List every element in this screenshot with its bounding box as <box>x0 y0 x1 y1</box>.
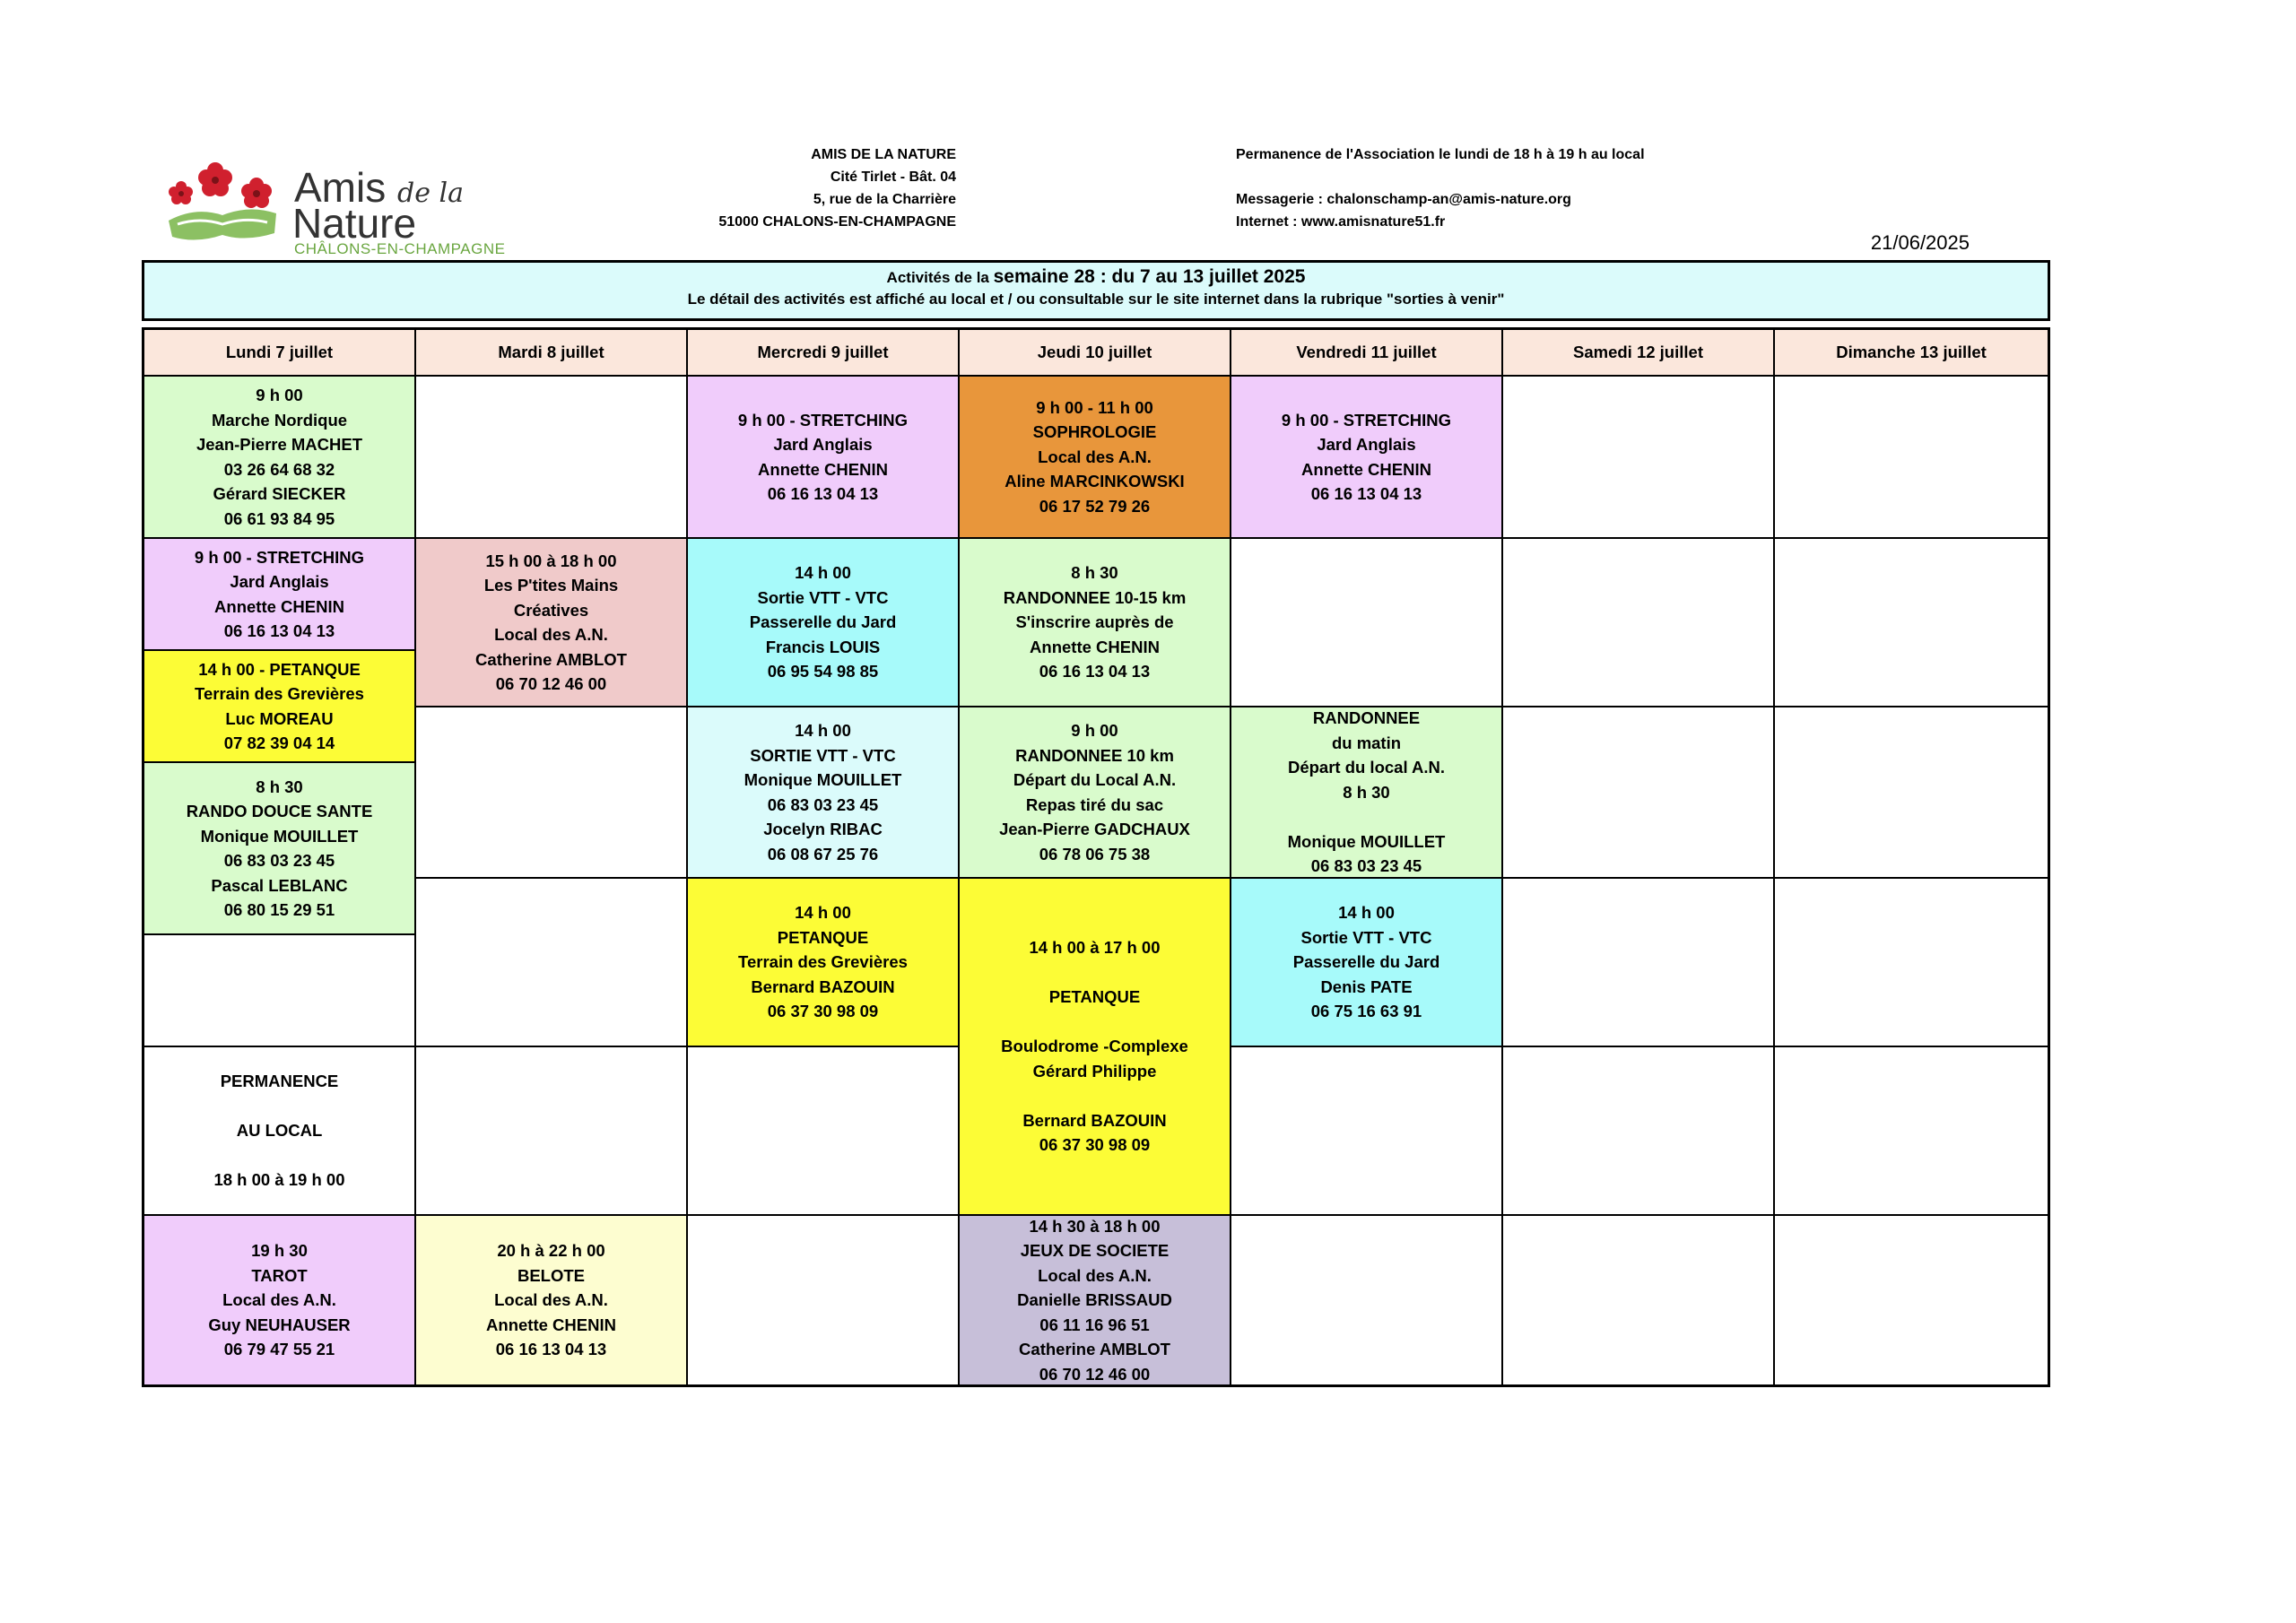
activity-cell <box>688 539 960 707</box>
activity-line: S'inscrire auprès de <box>1015 612 1174 632</box>
activity-line: Jard Anglais <box>773 435 873 454</box>
flower-hands-icon <box>160 151 294 258</box>
activity-cell <box>960 539 1231 707</box>
activity-cell <box>1231 879 1503 1047</box>
activity-line: Gérard SIECKER <box>213 484 346 503</box>
empty-cell <box>1503 1047 1775 1216</box>
activity-line: Local des A.N. <box>1038 1265 1152 1285</box>
address-line: 51000 CHALONS-EN-CHAMPAGNE <box>718 214 956 230</box>
activity-line: Passerelle du Jard <box>749 612 897 632</box>
activity-line: Luc MOREAU <box>225 708 334 728</box>
activity-line: Gérard Philippe <box>1032 1061 1157 1081</box>
activity-cell <box>416 1216 688 1384</box>
activity-line: 06 79 47 55 21 <box>223 1340 335 1359</box>
activity-line: Francis LOUIS <box>765 637 881 656</box>
activity-line: 9 h 00 - STRETCHING <box>194 547 365 567</box>
activity-line: 14 h 00 <box>795 563 851 583</box>
activity-line: 03 26 64 68 32 <box>223 459 335 479</box>
activity-line: Annette CHENIN <box>758 459 888 479</box>
activity-line: Départ du local A.N. <box>1287 758 1446 777</box>
activity-cell <box>144 651 416 763</box>
activity-line: Passerelle du Jard <box>1292 952 1440 972</box>
activity-line: 9 h 00 <box>1071 721 1118 740</box>
activity-line: 8 h 30 <box>1071 563 1118 583</box>
empty-cell <box>1775 377 2048 539</box>
logo-amis: Amis de la <box>294 164 464 211</box>
activity-cell <box>688 879 960 1047</box>
activity-line: 18 h 00 à 19 h 00 <box>213 1170 345 1190</box>
activity-line: Monique MOUILLET <box>1287 831 1446 851</box>
activity-line: JEUX DE SOCIETE <box>1020 1241 1170 1261</box>
activity-line: Créatives <box>513 600 589 620</box>
banner-subtitle: Le détail des activités est affiché au local et / ou consultable sur le site internet dans la rubrique "sorties à venir" <box>687 291 1505 308</box>
activity-line: 19 h 30 <box>251 1241 308 1261</box>
activity-cell <box>960 707 1231 879</box>
day-header: Samedi 12 juillet <box>1503 330 1775 377</box>
activity-cell <box>416 539 688 707</box>
activity-line: 9 h 00 - STRETCHING <box>737 410 909 430</box>
activity-line: Danielle BRISSAUD <box>1017 1290 1172 1310</box>
activity-line: 06 70 12 46 00 <box>1039 1364 1151 1384</box>
activity-line: 14 h 00 à 17 h 00 <box>1029 938 1161 958</box>
activity-line: Guy NEUHAUSER <box>208 1315 351 1334</box>
activity-line: 06 17 52 79 26 <box>1039 496 1151 516</box>
activity-cell <box>144 1047 416 1216</box>
activity-line: Annette CHENIN <box>214 596 344 616</box>
day-header: Vendredi 11 juillet <box>1231 330 1503 377</box>
logo-city: CHÂLONS-EN-CHAMPAGNE <box>294 240 506 257</box>
activity-line: Local des A.N. <box>494 1290 608 1310</box>
empty-cell <box>1775 1047 2048 1216</box>
activity-line: 9 h 00 - 11 h 00 <box>1036 397 1153 417</box>
empty-cell <box>1503 707 1775 879</box>
empty-cell <box>416 879 688 1047</box>
email-text: Messagerie : chalonschamp-an@amis-nature.org <box>1236 192 1571 207</box>
activity-line: 8 h 30 <box>1343 782 1390 802</box>
activity-line: 06 95 54 98 85 <box>767 662 879 681</box>
activity-line: PETANQUE <box>1048 987 1141 1007</box>
activity-line: Bernard BAZOUIN <box>751 976 895 996</box>
activity-line: 06 83 03 23 45 <box>223 851 335 870</box>
activity-line: 06 61 93 84 95 <box>223 508 335 528</box>
day-header: Mardi 8 juillet <box>416 330 688 377</box>
activity-cell <box>1231 377 1503 539</box>
activity-line: Denis PATE <box>1320 976 1413 996</box>
activity-line: Annette CHENIN <box>1301 459 1431 479</box>
permanence-text: Permanence de l'Association le lundi de 18 h à 19 h au local <box>1236 147 1645 162</box>
activity-line: PERMANENCE <box>220 1072 339 1091</box>
activity-line: Annette CHENIN <box>486 1315 616 1334</box>
activity-line: 06 37 30 98 09 <box>767 1002 879 1021</box>
activity-line: Boulodrome -Complexe <box>1001 1037 1188 1056</box>
day-header: Jeudi 10 juillet <box>960 330 1231 377</box>
activity-line: RANDONNEE 10 km <box>1015 745 1174 765</box>
activity-line: 8 h 30 <box>256 777 303 796</box>
activity-line: PETANQUE <box>777 927 869 947</box>
association-logo <box>160 151 554 258</box>
activity-cell <box>688 707 960 879</box>
activity-cell <box>960 377 1231 539</box>
empty-cell <box>688 1047 960 1216</box>
activity-line: 14 h 00 <box>795 903 851 923</box>
activity-line: Local des A.N. <box>222 1290 336 1310</box>
empty-cell <box>1503 1216 1775 1384</box>
activity-line: Jocelyn RIBAC <box>763 820 883 838</box>
activity-line: 07 82 39 04 14 <box>223 733 335 752</box>
activity-line: Repas tiré du sac <box>1025 794 1164 814</box>
empty-cell <box>416 377 688 539</box>
empty-cell <box>416 707 688 879</box>
activity-line: 14 h 30 à 18 h 00 <box>1029 1216 1161 1236</box>
activity-line: 06 16 13 04 13 <box>1039 662 1151 681</box>
activity-line: RANDO DOUCE SANTE <box>186 802 373 820</box>
activity-line: SORTIE VTT - VTC <box>750 745 896 765</box>
address-block <box>628 143 956 233</box>
activity-line: Local des A.N. <box>494 625 608 644</box>
empty-cell <box>1503 377 1775 539</box>
empty-cell <box>1775 539 2048 707</box>
activity-cell <box>144 539 416 651</box>
activity-cell <box>144 377 416 539</box>
activity-line: 9 h 00 <box>256 386 303 404</box>
banner-title: Activités de la semaine 28 : du 7 au 13 juillet 2025 <box>886 266 1306 287</box>
activity-line: Jean-Pierre MACHET <box>196 435 363 454</box>
address-line: Cité Tirlet - Bât. 04 <box>830 169 956 185</box>
empty-cell <box>144 935 416 1047</box>
document-date: 21/06/2025 <box>1870 231 1970 254</box>
activity-line: SOPHROLOGIE <box>1032 422 1157 442</box>
activity-line: Sortie VTT - VTC <box>757 587 889 607</box>
empty-cell <box>416 1047 688 1216</box>
activity-line: Bernard BAZOUIN <box>1022 1110 1167 1130</box>
activity-line: 06 16 13 04 13 <box>1310 484 1422 503</box>
activity-line: Jean-Pierre GADCHAUX <box>999 820 1190 838</box>
activity-line: 06 16 13 04 13 <box>495 1340 607 1359</box>
activity-line: 14 h 00 - PETANQUE <box>198 659 361 679</box>
activity-line: Marche Nordique <box>211 410 348 430</box>
schedule-grid <box>142 327 2050 1387</box>
activity-line: 06 83 03 23 45 <box>767 794 879 814</box>
activity-cell <box>144 763 416 935</box>
activity-line: 15 h 00 à 18 h 00 <box>485 551 617 570</box>
logo-nature: Nature <box>292 200 417 247</box>
activity-line: Catherine AMBLOT <box>1019 1340 1170 1359</box>
info-block <box>1236 143 1864 233</box>
activity-line: AU LOCAL <box>236 1121 323 1141</box>
activity-line: BELOTE <box>517 1265 586 1285</box>
activity-line: 20 h à 22 h 00 <box>497 1241 605 1261</box>
activity-line: 06 11 16 96 51 <box>1039 1315 1150 1334</box>
activity-line: Jard Anglais <box>1317 435 1416 454</box>
activity-line: 14 h 00 <box>795 721 851 740</box>
empty-cell <box>1503 879 1775 1047</box>
activity-cell <box>1231 707 1503 879</box>
activity-line: RANDONNEE <box>1312 708 1421 728</box>
address-line: 5, rue de la Charrière <box>813 192 956 207</box>
activity-line: 9 h 00 - STRETCHING <box>1281 410 1452 430</box>
activity-cell <box>144 1216 416 1384</box>
activity-line: Aline MARCINKOWSKI <box>1004 472 1185 491</box>
activity-line: Les P'tites Mains <box>483 576 619 595</box>
empty-cell <box>1231 1047 1503 1216</box>
empty-cell <box>1231 539 1503 707</box>
empty-cell <box>1503 539 1775 707</box>
activity-line: Terrain des Grevières <box>195 684 364 703</box>
empty-cell <box>1775 1216 2048 1384</box>
activity-line: 06 16 13 04 13 <box>767 484 879 503</box>
activity-line: Catherine AMBLOT <box>475 649 627 669</box>
website-text: Internet : www.amisnature51.fr <box>1236 214 1446 230</box>
activity-line: 06 78 06 75 38 <box>1039 844 1151 864</box>
activity-line: Sortie VTT - VTC <box>1300 927 1432 947</box>
activity-cell <box>960 879 1231 1216</box>
activity-line: 06 83 03 23 45 <box>1310 856 1422 876</box>
activity-line: Terrain des Grevières <box>738 952 908 972</box>
day-header: Dimanche 13 juillet <box>1775 330 2048 377</box>
activity-line: 06 37 30 98 09 <box>1039 1135 1151 1155</box>
activity-line: Monique MOUILLET <box>744 770 902 789</box>
activity-line: Pascal LEBLANC <box>211 875 348 895</box>
activity-line: Local des A.N. <box>1038 447 1152 466</box>
activity-line: Jard Anglais <box>230 572 329 591</box>
week-banner <box>142 260 2050 321</box>
activity-line: 14 h 00 <box>1338 903 1395 923</box>
activity-cell <box>688 377 960 539</box>
day-header: Lundi 7 juillet <box>144 330 416 377</box>
activity-line: 06 16 13 04 13 <box>223 621 335 640</box>
activity-line: 06 80 15 29 51 <box>223 900 335 919</box>
activity-line: 06 75 16 63 91 <box>1310 1002 1422 1021</box>
activity-line: TAROT <box>251 1265 308 1285</box>
activity-line: Annette CHENIN <box>1030 637 1160 656</box>
activity-line: 06 70 12 46 00 <box>495 674 607 693</box>
day-header: Mercredi 9 juillet <box>688 330 960 377</box>
empty-cell <box>1775 879 2048 1047</box>
address-line: AMIS DE LA NATURE <box>811 147 956 162</box>
empty-cell <box>688 1216 960 1384</box>
empty-cell <box>1775 707 2048 879</box>
activity-line: du matin <box>1331 733 1402 752</box>
activity-line: Monique MOUILLET <box>200 826 359 846</box>
activity-cell <box>960 1216 1231 1384</box>
empty-cell <box>1231 1216 1503 1384</box>
activity-line: 06 08 67 25 76 <box>767 844 879 864</box>
activity-line: Départ du Local A.N. <box>1013 770 1177 789</box>
activity-line: RANDONNEE 10-15 km <box>1003 587 1187 607</box>
